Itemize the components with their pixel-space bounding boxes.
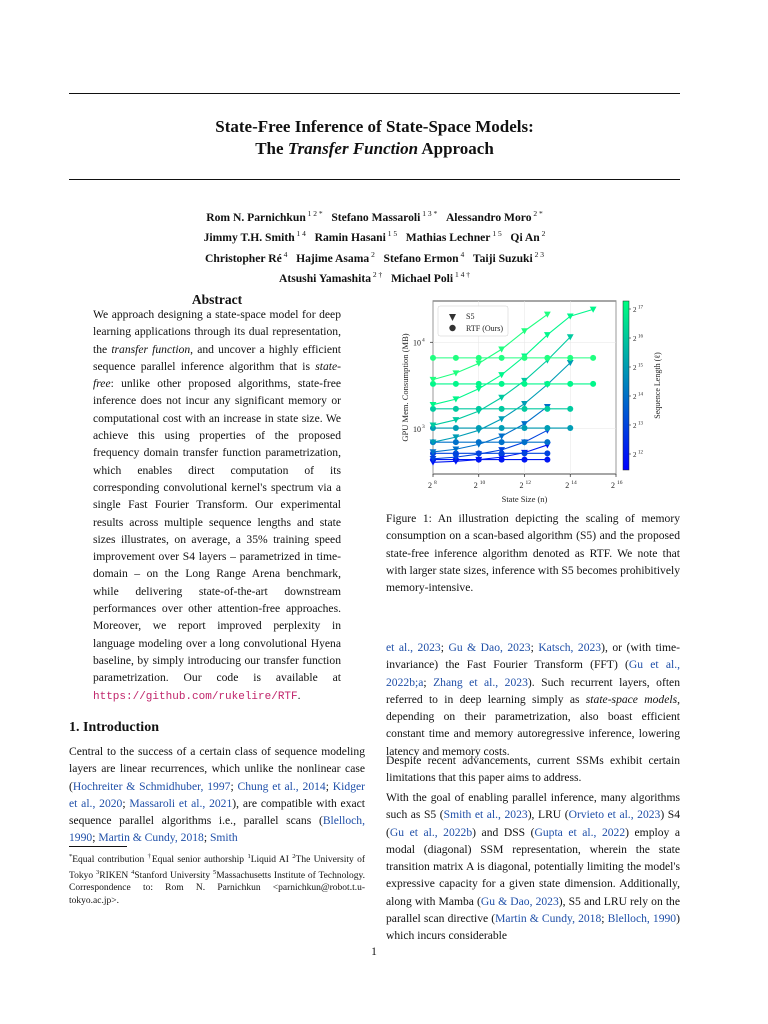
author-name: Qi An [510, 231, 540, 245]
author-line [69, 247, 680, 267]
s5-data-point [498, 372, 505, 378]
colorbar-tick-label: 2 [633, 451, 637, 459]
rtf-data-point [590, 381, 596, 387]
rtf-data-point [476, 381, 482, 387]
y-tick-label-exponent: 4 [422, 337, 425, 344]
author-name: Jimmy T.H. Smith [203, 231, 295, 245]
author-affiliation: 2 * [531, 209, 543, 218]
citation-link[interactable]: Katsch, 2023 [538, 641, 602, 654]
x-tick-label-exponent: 8 [434, 480, 437, 486]
colorbar-tick-label: 2 [633, 422, 637, 430]
rtf-data-point [544, 406, 550, 412]
colorbar-tick-label-exponent: 14 [638, 392, 643, 398]
author-name: Stefano Ermon [383, 251, 459, 265]
author-affiliation: 1 2 * [305, 209, 323, 218]
right-paragraph-1: et al., 2023; Gu & Dao, 2023; Katsch, 2023), or (with time-invariance) the Fast Fourier Transform (FFT) (Gu et al., 2022b;a; Zhang et al., 2023). Such recurrent layers, often referred to in deep learning simply as state-space models, depending on their parametrization, also boast efficient constant time and memory autoregressive inference, lowering latency and memory costs. [386, 641, 681, 758]
x-axis-label: State Size (n) [501, 494, 548, 504]
rtf-data-point [522, 450, 528, 456]
rtf-data-point [522, 439, 528, 445]
rtf-data-point [499, 439, 505, 445]
rtf-data-point [453, 381, 459, 387]
rtf-data-point [476, 406, 482, 412]
colorbar-tick-label-exponent: 13 [638, 421, 643, 427]
author-affiliation: 1 5 [490, 229, 502, 239]
rtf-data-point [522, 406, 528, 412]
rtf-data-point [499, 425, 505, 431]
citation-link[interactable]: Smith et al., 2023 [443, 808, 528, 822]
rtf-data-point [476, 457, 482, 463]
code-link[interactable]: https://github.com/rukelire/RTF [93, 690, 298, 703]
citation-link[interactable]: Gu et al., 2022b;a [386, 658, 681, 689]
right-paragraph-3: With the goal of enabling parallel inference, many algorithms such as S5 (Smith et al., 2023), LRU (Orvieto et al., 2023) S4 (Gu et al., 2022b) and DSS (Gupta et al., 2022) employ a modal (diagonal) SSM representation, wherein the state transition matrix A is diagonal, potentially limiting the model's expressive capacity for a given state dimension. Additionally, along with Mamba (Gu & Dao, 2023), S5 and LRU rely on the parallel scan directive (Martin & Cundy, 2018; Blelloch, 1990) which incurs considerable [386, 791, 680, 943]
rtf-data-point [544, 425, 550, 431]
author-line [69, 206, 680, 226]
x-tick-label-exponent: 12 [525, 480, 531, 486]
citation-link[interactable]: Orvieto et al., 2023 [568, 808, 661, 822]
plot-area [400, 301, 623, 504]
x-tick-label: 2 [611, 481, 615, 490]
legend-rtf-marker [449, 325, 455, 331]
s5-data-point [475, 361, 482, 367]
s5-series-line [433, 407, 547, 452]
title-bottom-rule [69, 179, 680, 180]
author-name: Stefano Massaroli [331, 210, 421, 224]
author-name: Christopher Ré [205, 251, 282, 265]
rtf-data-point [453, 425, 459, 431]
author-name: Mathias Lechner [405, 231, 491, 245]
rtf-data-point [499, 457, 505, 463]
author-affiliation: 2 † [371, 270, 383, 280]
author-affiliation: 1 4 † [453, 270, 470, 280]
author-affiliation: 2 3 [532, 249, 544, 259]
citation-link[interactable]: Massaroli et al., 2021 [129, 796, 233, 810]
colorbar-tick-label-exponent: 15 [638, 363, 643, 369]
author-line [69, 226, 680, 246]
y-axis-label: GPU Mem. Consumption (MB) [400, 333, 410, 442]
rtf-data-point [567, 425, 573, 431]
rtf-data-point [590, 355, 596, 361]
s5-data-point [498, 416, 505, 422]
citation-link[interactable]: Gu & Dao, 2023 [448, 641, 531, 654]
citation-link[interactable]: Smith [209, 831, 238, 845]
y-tick-label: 10 [413, 338, 421, 348]
author-affiliation: 1 5 [385, 229, 398, 239]
x-tick-label-exponent: 16 [617, 480, 623, 486]
colorbar-tick-label: 2 [633, 335, 637, 343]
citation-link[interactable]: Martin & Cundy, 2018 [495, 912, 602, 926]
rtf-data-point [544, 381, 550, 387]
x-tick-label: 2 [473, 481, 478, 490]
abstract-body: We approach designing a state-space model for deep learning applications through its dual representation, the transfer function, and uncover a highly efficient sequence parallel inference algorithm that is state-free: unlike other proposed algorithms, state-free inference does not incur any significant memory or computational cost with an increase in state size. We achieve this using properties of the proposed frequency domain transfer function parametrization, which enables direct computation of its corresponding convolutional kernel's spectrum via a single Fast Fourier Transform. Our experimental results across multiple sequence lengths and state sizes illustrates, on average, a 35% training speed improvement over S4 layers – parametrized in time-domain – on the Long Range Arena benchmark, while delivering state-of-the-art downstream performances over other attention-free approaches. Moreover, we report improved perplexity in language modeling over a long convolutional Hyena baseline, by simply introducing our transfer function parametrization. Our code is available at https://github.com/rukelire/RTF. [93, 308, 342, 703]
author-affiliation: 2 [539, 229, 546, 239]
citation-link[interactable]: Gupta et al., 2022 [534, 825, 626, 839]
legend-s5-label: S5 [466, 312, 475, 321]
title-line-2: The Transfer Function Approach [255, 139, 494, 158]
colorbar-gradient [623, 301, 629, 470]
citation-link[interactable]: Kidger et al., 2020 [69, 779, 365, 810]
rtf-data-point [567, 381, 573, 387]
abstract-heading: Abstract [191, 292, 243, 307]
author-affiliation: 2 [369, 249, 375, 259]
x-tick-label: 2 [428, 481, 432, 490]
citation-link[interactable]: Martin & Cundy, 2018 [98, 831, 204, 845]
top-rule [69, 93, 680, 94]
rtf-data-point [544, 439, 550, 445]
rtf-data-point [499, 355, 505, 361]
colorbar-label: Sequence Length (ℓ) [653, 352, 662, 419]
s5-data-point [544, 312, 551, 318]
author-list [69, 206, 680, 288]
x-tick-label: 2 [565, 481, 570, 490]
colorbar-tick-label: 2 [633, 364, 637, 372]
rtf-data-point [567, 355, 573, 361]
rtf-data-point [544, 355, 550, 361]
author-name: Michael Poli [390, 272, 454, 286]
colorbar-tick-label-exponent: 16 [638, 334, 643, 340]
citation-link[interactable]: et al., 2023 [386, 641, 441, 654]
author-name: Ramin Hasani [314, 231, 386, 245]
rtf-data-point [453, 406, 459, 412]
right-paragraph-2: Despite recent advancements, current SSMs exhibit certain limitations that this paper aims to address. [386, 754, 680, 785]
rtf-data-point [522, 425, 528, 431]
citation-link[interactable]: Hochreiter & Schmidhuber, 1997 [72, 779, 231, 793]
rtf-data-point [499, 406, 505, 412]
footnotes: *Equal contribution †Equal senior authorship $^1$Liquid AI $^2$The University of Tokyo $^3$RIKEN $^4$Stanford University $^5$Massachusetts Institute of Technology. Correspondence to: Rom N. Parnichkun <parnichkun@robot.t.u-tokyo.ac.jp>. [69, 853, 366, 906]
author-name: Hajime Asama [296, 251, 370, 265]
author-line [69, 267, 680, 287]
rtf-data-point [476, 450, 482, 456]
rtf-data-point [499, 381, 505, 387]
paper-title [69, 116, 680, 160]
title-line-1: State-Free Inference of State-Space Models: [215, 117, 534, 136]
colorbar-tick-label: 2 [633, 393, 637, 401]
author-name: Atsushi Yamashita [278, 272, 372, 286]
rtf-data-point [567, 406, 573, 412]
citation-link[interactable]: Chung et al., 2014 [237, 779, 326, 793]
rtf-data-point [476, 425, 482, 431]
s5-data-point [498, 395, 505, 401]
legend-rtf-label: RTF (Ours) [466, 324, 504, 333]
author-affiliation: 4 [458, 249, 465, 259]
x-tick-label-exponent: 14 [571, 480, 577, 486]
figure-caption: Figure 1: An illustration depicting the scaling of memory consumption on a scan-based algorithm (S5) and the proposed state-free inference algorithm denoted as RTF. We note that with larger state sizes, inference with S5 becomes prohibitively memory-intensive. [386, 512, 680, 595]
citation-link[interactable]: Gu et al., 2022b [389, 825, 473, 839]
y-tick-label: 10 [413, 424, 421, 434]
citation-link[interactable]: Blelloch, 1990 [69, 814, 365, 845]
rtf-data-point [544, 457, 550, 463]
x-tick-label: 2 [519, 481, 524, 490]
figure-1 [386, 290, 680, 505]
y-tick-label-exponent: 3 [422, 423, 425, 430]
intro-heading: 1. Introduction [69, 720, 159, 735]
rtf-data-point [522, 381, 528, 387]
citation-link[interactable]: Gu & Dao, 2023 [480, 894, 559, 908]
title-emphasis: Transfer Function [287, 139, 419, 158]
footnote-rule [69, 846, 127, 847]
author-affiliation: 1 3 * [420, 209, 438, 218]
colorbar [623, 301, 662, 470]
author-affiliation: 4 [281, 249, 288, 259]
rtf-data-point [522, 457, 528, 463]
colorbar-tick-label: 2 [633, 306, 637, 314]
citation-link[interactable]: Blelloch, 1990 [607, 912, 677, 926]
rtf-data-point [476, 439, 482, 445]
author-affiliation: 1 4 [294, 229, 306, 239]
rtf-data-point [476, 355, 482, 361]
author-name: Rom N. Parnichkun [206, 210, 306, 224]
author-name: Taiji Suzuki [472, 251, 533, 265]
rtf-data-point [544, 450, 550, 456]
s5-data-point [475, 386, 482, 392]
memory-scaling-chart [386, 290, 680, 505]
colorbar-tick-label-exponent: 12 [638, 450, 643, 456]
s5-series-line [433, 430, 547, 458]
x-tick-label-exponent: 10 [479, 480, 486, 486]
rtf-data-point [522, 355, 528, 361]
legend [438, 306, 508, 336]
page-number: 1 [371, 946, 377, 958]
s5-data-point [498, 347, 505, 353]
colorbar-tick-label-exponent: 17 [638, 305, 643, 311]
rtf-data-point [453, 355, 459, 361]
rtf-data-point [499, 450, 505, 456]
intro-paragraph: Central to the success of a certain class of sequence modeling layers are linear recurrences, which unlike the nonlinear case (Hochreiter & Schmidhuber, 1997; Chung et al., 2014; Kidger et al., 2020; Massaroli et al., 2021), are compatible with exact sequence parallel algorithms i.e., parallel scans (Blelloch, 1990; Martin & Cundy, 2018; Smith [69, 745, 366, 845]
citation-link[interactable]: Zhang et al., 2023 [433, 675, 528, 689]
author-name: Alessandro Moro [445, 210, 532, 224]
rtf-data-point [430, 355, 436, 361]
